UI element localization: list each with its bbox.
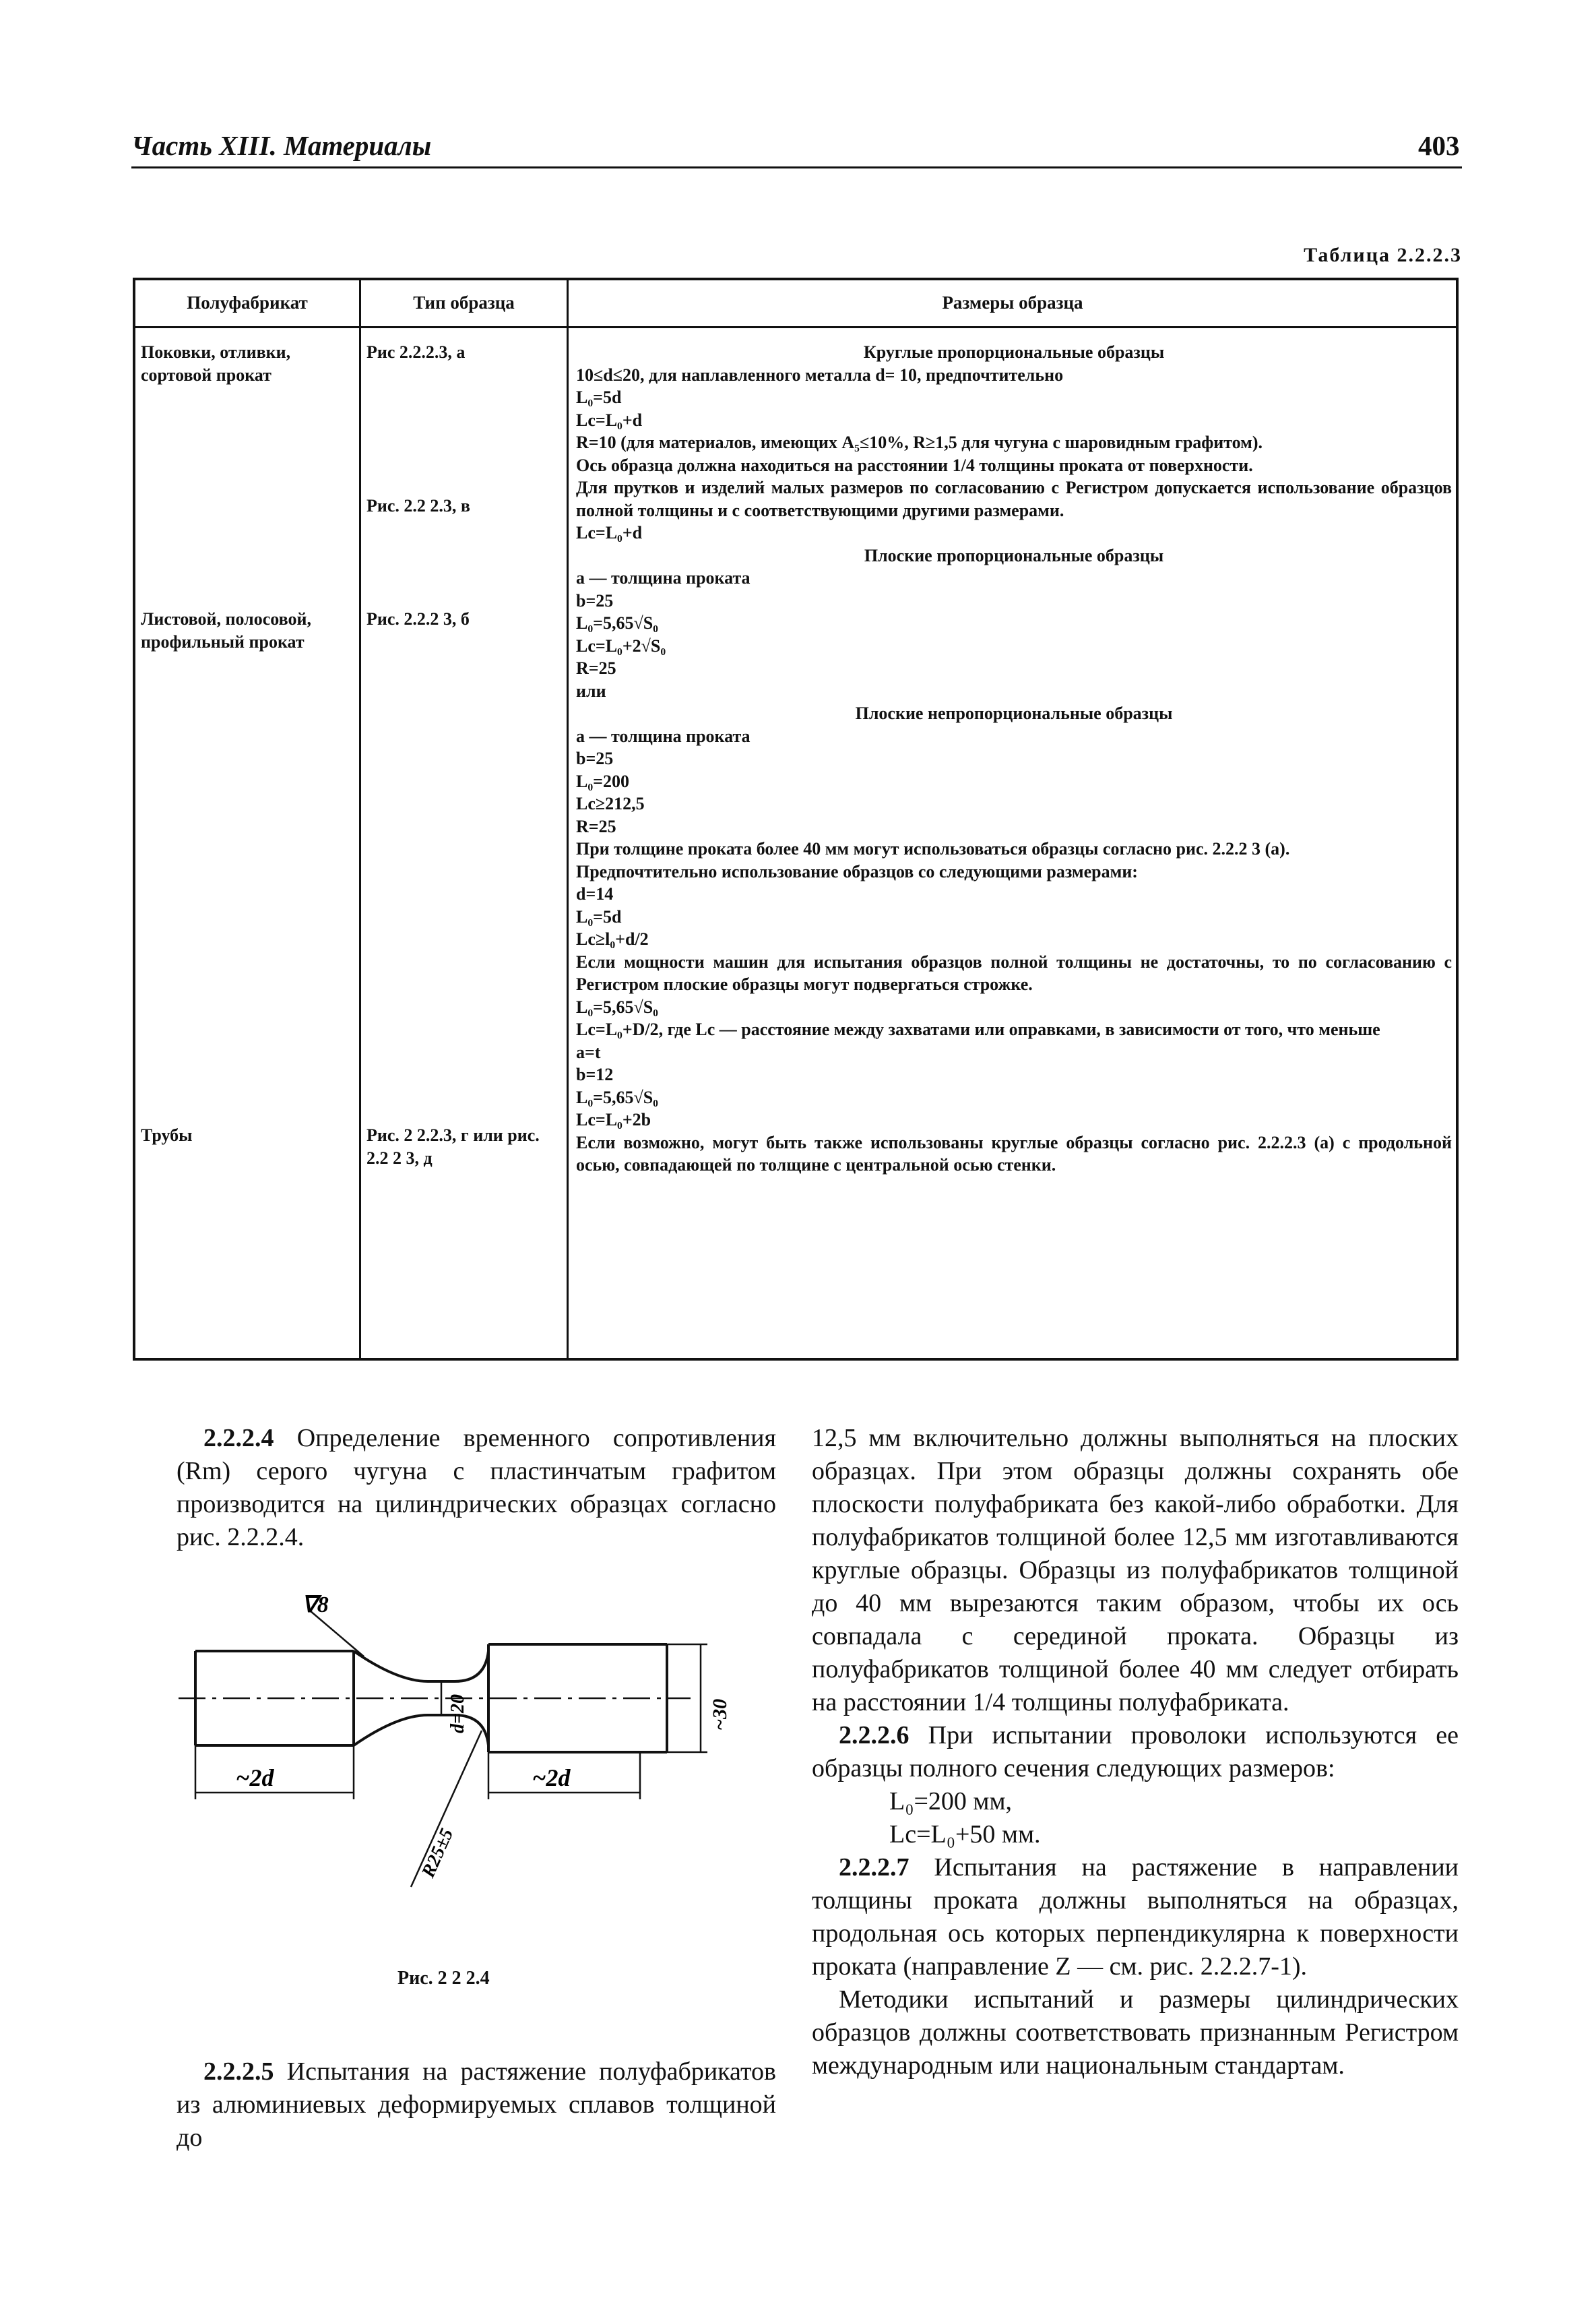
cell-fig-g: Рис. 2 2.2.3, г или рис. 2.2 2 3, д: [366, 1125, 540, 1168]
table-line: L₀=5d: [576, 906, 622, 927]
table-line: Lc≥l₀+d/2: [576, 929, 649, 949]
flat-nonprop-specimens-title: Плоские непропорциональные образцы: [855, 704, 1173, 723]
specimen-table: [133, 278, 1459, 1361]
table-line: или: [576, 681, 606, 701]
cell-dimensions: [576, 341, 1452, 1177]
header-specimen-dimensions: Размеры образца: [942, 292, 1083, 313]
round-specimens-title: Круглые пропорциональные образцы: [863, 342, 1165, 362]
label-2d-left: ~2d: [236, 1764, 274, 1791]
section-2-2-2-6: [812, 1719, 1459, 1785]
table-line: a=t: [576, 1042, 601, 1062]
left-column-top: [177, 1422, 776, 1554]
figure-caption: Рис. 2 2 2.4: [397, 1968, 490, 1989]
table-line: b=12: [576, 1065, 614, 1084]
table-divider: [359, 280, 361, 1358]
table-line: R=25: [576, 816, 616, 836]
neck-outline: [354, 1651, 488, 1681]
specimen-drawing: [168, 1577, 788, 1900]
table-line: L₀=5,65√S₀: [576, 1087, 658, 1107]
label-d20: d=20: [447, 1694, 468, 1733]
section-2-2-2-7: [812, 1851, 1459, 1983]
page-number: 403: [1418, 130, 1460, 161]
table-line: L₀=5d: [576, 387, 622, 407]
formula-l0: L₀=200 мм,: [889, 1787, 1012, 1815]
section-number: 2.2.2.6: [839, 1721, 909, 1749]
paragraph-text: Испытания на растяжение полуфабрикатов из алюминиевых деформируемых сплавов толщиной до: [177, 2057, 776, 2152]
section-number: 2.2.2.5: [203, 2057, 274, 2086]
surface-finish-label: ∇8: [302, 1592, 329, 1617]
paragraph-continuation: 12,5 мм включительно должны выполняться на плоских образцах. При этом образцы должны сохранять обе плоскости полуфабриката без какой-либо обработки. Для полуфабрикатов толщиной более 12,5 мм изготавливаются круглые образцы. Образцы из полуфабрикатов толщиной до 40 мм вырезаются таким образом, чтобы их ось совпадала с серединой проката. Образцы из полуфабрикатов толщиной более 40 мм следует отбирать на расстоянии 1/4 толщины полуфабриката.: [812, 1424, 1459, 1716]
table-line: d=14: [576, 884, 614, 904]
running-header: Часть XIII. Материалы: [131, 130, 432, 161]
table-line: a — толщина проката: [576, 568, 751, 588]
finish-leader: [310, 1611, 364, 1656]
table-line: Lc=L₀+D/2, где Lc — расстояние между захватами или оправками, в зависимости от того, что меньше: [576, 1020, 1380, 1039]
cell-fig-a: Рис 2.2.2.3, а: [366, 342, 466, 362]
header-semi-product: Полуфабрикат: [187, 292, 308, 313]
table-line: Lc=L₀+2b: [576, 1110, 651, 1129]
left-column-bottom: [177, 2055, 776, 2154]
paragraph-text: При испытании проволоки используются ее образцы полного сечения следующих размеров:: [812, 1721, 1459, 1782]
header-rule: [131, 166, 1462, 168]
header-specimen-type: Тип образца: [413, 292, 515, 313]
table-line: a — толщина проката: [576, 726, 751, 746]
label-2d-right: ~2d: [532, 1764, 571, 1791]
table-line: L₀=200: [576, 771, 629, 791]
table-line: 10≤d≤20, для наплавленного металла d= 10, предпочтительно: [576, 365, 1064, 385]
table-line: Lc=L₀+d: [576, 410, 643, 430]
section-2-2-2-5: [177, 2055, 776, 2154]
table-line: L₀=5,65√S₀: [576, 997, 658, 1017]
table-line: L₀=5,65√S₀: [576, 613, 658, 633]
table-divider: [567, 280, 569, 1358]
table-line: Для прутков и изделий малых размеров по согласованию с Регистром допускается использование образцов полной толщины и с соответствующими другими размерами.: [576, 478, 1452, 520]
table-line: R=10 (для материалов, имеющих A₅≤10%, R≥1,5 для чугуна с шаровидным графитом).: [576, 433, 1263, 452]
cell-forgings: Поковки, отливки, сортовой прокат: [141, 342, 291, 385]
paragraph-text: Испытания на растяжение в направлении толщины проката должны выполняться на образцах, продольная ось которых перпендикулярна к поверхности проката (направление Z — см. рис. 2.2.2.7-1).: [812, 1853, 1459, 1981]
section-2-2-2-4: [177, 1422, 776, 1554]
table-line: b=25: [576, 749, 614, 768]
table-line: Lc=L₀+d: [576, 523, 643, 542]
table-caption: Таблица 2.2.2.3: [1304, 244, 1462, 266]
table-line: Lc≥212,5: [576, 794, 645, 813]
label-30: ~30: [709, 1698, 731, 1731]
table-line: Lc=L₀+2√S₀: [576, 635, 666, 656]
table-line: Если мощности машин для испытания образцов полной толщины не достаточны, то по согласованию с Регистром плоские образцы могут подвергаться строжке.: [576, 952, 1452, 994]
table-line: R=25: [576, 658, 616, 678]
table-header-rule: [135, 326, 1456, 328]
table-line: b=25: [576, 590, 614, 611]
paragraph-methods: Методики испытаний и размеры цилиндрических образцов должны соответствовать признанным Регистром международным или национальным стандартам.: [812, 1985, 1459, 2080]
section-number: 2.2.2.7: [839, 1853, 909, 1882]
label-radius: R25±5: [418, 1825, 458, 1881]
flat-prop-specimens-title: Плоские пропорциональные образцы: [864, 545, 1164, 565]
formula-lc: Lc=L₀+50 мм.: [889, 1820, 1041, 1849]
table-line: Если возможно, могут быть также использованы круглые образцы согласно рис. 2.2.2.3 (а) с продольной осью, совпадающей по толщине с центральной осью стенки.: [576, 1132, 1452, 1175]
neck-outline: [354, 1715, 488, 1745]
table-line: При толщине проката более 40 мм могут использоваться образцы согласно рис. 2.2.2 3 (а).: [576, 839, 1290, 859]
cell-pipes: Трубы: [141, 1125, 193, 1145]
cell-sheet: Листовой, полосовой, профильный прокат: [141, 609, 311, 652]
section-number: 2.2.2.4: [203, 1424, 274, 1452]
paragraph-text: Определение временного сопротивления (Rm) серого чугуна с пластинчатым графитом производится на цилиндрических образцах согласно рис. 2.2.2.4.: [177, 1424, 776, 1551]
table-line: Предпочтительно использование образцов со следующими размерами:: [576, 861, 1138, 881]
cell-fig-v: Рис. 2.2 2.3, в: [366, 496, 470, 516]
cell-fig-b: Рис. 2.2.2 3, б: [366, 609, 470, 629]
table-line: Ось образца должна находиться на расстоянии 1/4 толщины проката от поверхности.: [576, 455, 1253, 475]
right-column: [812, 1422, 1459, 2082]
